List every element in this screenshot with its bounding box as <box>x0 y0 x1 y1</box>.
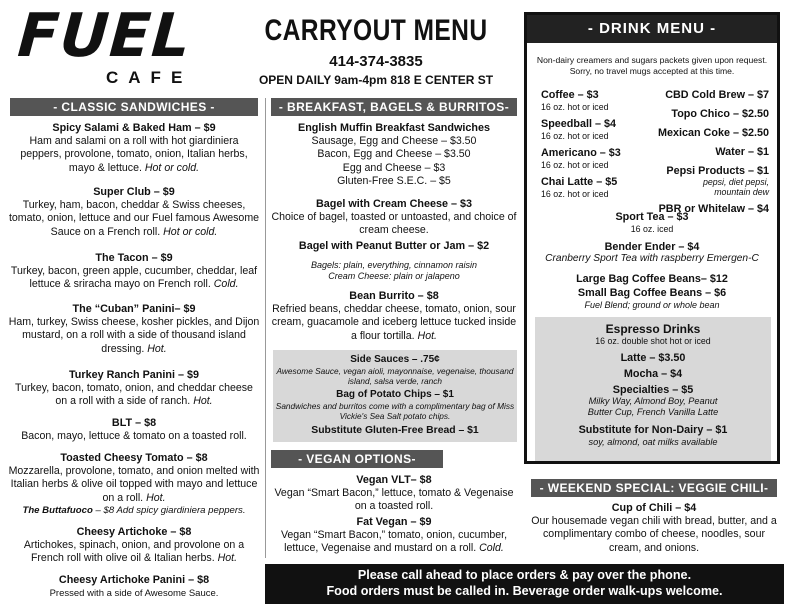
menu-item <box>8 574 260 600</box>
drink-name: Mocha – $4 <box>623 368 683 380</box>
drink-intro: Non-dairy creamers and sugars packets given upon request. Sorry, no travel mugs accepted at this time. <box>536 55 768 76</box>
item-title: Super Club – $9 <box>93 186 175 198</box>
item-title: The “Cuban” Panini– $9 <box>72 303 196 315</box>
item-title: Cheesy Artichoke Panini – $8 <box>58 574 210 586</box>
muffin-line: Gluten-Free S.E.C. – $5 <box>337 174 451 187</box>
breakfast-list <box>271 122 517 343</box>
drink-item <box>637 127 769 146</box>
weekend-special-heading: - WEEKEND SPECIAL: VEGGIE CHILI- <box>531 479 777 497</box>
menu-item <box>8 252 260 303</box>
drink-size: 16 oz. hot or iced <box>541 189 609 199</box>
page-title: CARRYOUT MENU <box>264 14 488 47</box>
sides-title: Side Sauces – .75¢ <box>350 354 440 365</box>
buttafuoco-addon <box>8 504 260 526</box>
classic-sandwiches-heading: - CLASSIC SANDWICHES - <box>10 98 258 116</box>
item-desc: Vegan “Smart Bacon,” lettuce, tomato & Vegenaise on a toasted roll. <box>274 487 514 513</box>
drink-desc: soy, almond, oat milks available <box>588 437 718 447</box>
item-title: Toasted Cheesy Tomato – $8 <box>60 452 208 464</box>
menu-item <box>8 417 260 452</box>
drink-item <box>637 89 769 108</box>
drink-menu-box <box>524 12 780 464</box>
drink-desc: Fuel Blend; ground or whole bean <box>584 300 720 310</box>
breakfast-heading: - BREAKFAST, BAGELS & BURRITOS- <box>271 98 517 116</box>
muffin-line: Egg and Cheese – $3 <box>342 161 446 174</box>
sport-tea <box>527 211 777 223</box>
drink-center-list <box>527 211 777 311</box>
hours-address: OPEN DAILY 9am-4pm 818 E CENTER ST <box>258 73 494 87</box>
espresso-size: 16 oz. double shot hot or iced <box>595 336 711 346</box>
item-desc: Choice of bagel, toasted or untoasted, and choice of cream cheese. <box>271 211 517 237</box>
menu-item <box>8 526 260 574</box>
drink-item <box>541 89 651 118</box>
drink-desc: Milky Way, Almond Boy, Peanut Butter Cup, French Vanilla Latte <box>587 396 719 417</box>
item-title: Spicy Salami & Baked Ham – $9 <box>52 122 216 134</box>
drink-item <box>637 108 769 127</box>
drink-item <box>541 118 651 147</box>
drink-size: 16 oz. hot or iced <box>541 131 609 141</box>
item-note: Hot or cold. <box>144 161 200 174</box>
drink-name: Topo Chico – $2.50 <box>671 108 769 120</box>
item-note: Cold. <box>479 542 504 555</box>
chips-desc: Sandwiches and burritos come with a complimentary bag of Miss Vickie's Sea Salt potato chips. <box>275 401 515 422</box>
drink-name: Chai Latte – $5 <box>541 176 618 188</box>
item-title: The Tacon – $9 <box>95 252 173 264</box>
drink-menu-heading: - DRINK MENU - <box>527 15 777 43</box>
drink-name: Substitute for Non-Dairy – $1 <box>578 424 728 436</box>
drink-name: Mexican Coke – $2.50 <box>657 127 769 139</box>
addon-title: The Buttafuoco <box>22 505 93 516</box>
footer-line: Food orders must be called in. Beverage order walk-ups welcome. <box>326 584 723 598</box>
item-desc: Mozzarella, provolone, tomato, and onion melted with Italian herbs & olive oil topped with mayo and lettuce on a roll. <box>8 465 260 504</box>
item-title: BLT – $8 <box>111 417 157 429</box>
drink-name: Speedball – $4 <box>541 118 617 130</box>
vegan-heading: - VEGAN OPTIONS- <box>271 450 443 468</box>
vegan-list <box>271 474 517 556</box>
item-title: Cup of Chili – $4 <box>611 502 697 514</box>
item-desc: Ham and salami on a roll with hot giardiniera peppers, provolone, tomato, onion, Italian herbs, mayo & lettuce. <box>20 135 248 174</box>
item-title: Fat Vegan – $9 <box>356 516 432 528</box>
item-note: Hot. <box>147 342 167 355</box>
bagels-note: Bagels: plain, everything, cinnamon raisin <box>310 260 478 270</box>
menu-item <box>271 240 517 260</box>
espresso-box <box>535 317 771 461</box>
cream-note: Cream Cheese: plain or jalapeno <box>328 271 460 281</box>
phone-number: 414-374-3835 <box>329 53 423 70</box>
item-desc: Turkey, bacon, tomato, onion, and cheddar cheese on a roll with a side of ranch. <box>15 382 253 408</box>
chips-title: Bag of Potato Chips – $1 <box>336 389 454 401</box>
item-desc: Turkey, ham, bacon, cheddar & Swiss cheeses, tomato, onion, lettuce and our Fuel famous Awesome Sauce on a French roll. <box>8 199 260 238</box>
drink-name: Bender Ender – $4 <box>604 241 700 253</box>
sides-box <box>273 350 517 442</box>
item-note: Hot. <box>146 491 166 504</box>
drinks-right-list <box>637 89 769 222</box>
bagel-notes <box>271 260 517 290</box>
item-note: Hot. <box>217 552 238 565</box>
menu-item <box>271 474 517 516</box>
item-title: Bean Burrito – $8 <box>349 290 439 302</box>
menu-item <box>271 198 517 240</box>
item-desc: Bacon, mayo, lettuce & tomato on a toasted roll. <box>21 430 247 443</box>
menu-item <box>8 369 260 417</box>
item-desc: Ham, turkey, Swiss cheese, kosher pickles, and Dijon mustard, on a roll with a side of thousand island dressing. <box>8 316 260 355</box>
item-desc: Artichokes, spinach, onion, and provolone on a French roll with olive oil & Italian herbs. <box>23 539 245 565</box>
item-title: Cheesy Artichoke – $8 <box>76 526 192 538</box>
drink-name: Specialties – $5 <box>612 384 694 396</box>
item-note: Hot or cold. <box>163 225 218 238</box>
classic-sandwiches-list <box>8 122 260 600</box>
menu-item <box>271 290 517 343</box>
item-note: Hot. <box>417 329 437 342</box>
menu-item <box>8 303 260 369</box>
order-notice-footer <box>265 564 784 604</box>
menu-item <box>271 516 517 556</box>
item-desc: Our housemade vegan chili with bread, butter, and a complimentary combo of cheese, noodles, sour cream, and onions. <box>531 515 777 554</box>
drink-name: Small Bag Coffee Beans – $6 <box>577 287 727 299</box>
drink-size: 16 oz. hot or iced <box>541 160 609 170</box>
muffin-sandwiches <box>271 122 517 198</box>
muffin-line: Bacon, Egg and Cheese – $3.50 <box>317 148 471 161</box>
drink-item <box>637 146 769 165</box>
logo-main-text: FUEL <box>15 1 194 71</box>
gf-bread: Substitute Gluten-Free Bread – $1 <box>311 425 479 437</box>
fuel-cafe-logo <box>15 1 233 88</box>
drink-name: Large Bag Coffee Beans– $12 <box>576 273 728 285</box>
sides-desc: Awesome Sauce, vegan aioli, mayonnaise, vegenaise, thousand island, salsa verde, ranch <box>276 366 514 387</box>
espresso-title: Espresso Drinks <box>605 322 701 336</box>
addon-desc: – $8 Add spicy giardiniera peppers. <box>92 505 246 516</box>
drink-item <box>541 176 651 205</box>
drink-desc: Cranberry Sport Tea with raspberry Emergen-C <box>545 253 759 264</box>
drinks-left-list <box>541 89 651 205</box>
drink-size: 16 oz. hot or iced <box>541 102 609 112</box>
drink-name: PBR or Whitelaw – $4 <box>658 203 769 215</box>
item-title: Bagel with Peanut Butter or Jam – $2 <box>298 240 490 252</box>
menu-item <box>8 122 260 180</box>
drink-name: Americano – $3 <box>541 147 621 159</box>
column-divider <box>265 98 266 558</box>
drink-name: Latte – $3.50 <box>620 352 686 364</box>
item-note: Cold. <box>213 278 239 291</box>
item-title: Bagel with Cream Cheese – $3 <box>315 198 473 210</box>
weekend-special-item <box>526 502 782 555</box>
item-desc: Turkey, bacon, green apple, cucumber, cheddar, leaf lettuce & sriracha mayo on French roll. <box>10 265 258 291</box>
drink-item <box>541 147 651 176</box>
drink-sub: pepsi, diet pepsi, mountain dew <box>702 177 769 197</box>
logo-sub-text: CAFE <box>106 68 193 87</box>
footer-line: Please call ahead to place orders & pay over the phone. <box>357 568 692 582</box>
item-note: Hot. <box>193 395 213 408</box>
drink-name: Water – $1 <box>715 146 769 158</box>
drink-name: Pepsi Products – $1 <box>666 165 769 177</box>
drink-name: Coffee – $3 <box>541 89 599 101</box>
item-title: Vegan VLT– $8 <box>356 474 432 486</box>
item-title: English Muffin Breakfast Sandwiches <box>298 122 490 134</box>
menu-item <box>8 180 260 252</box>
item-desc: Vegan “Smart Bacon,” tomato, onion, cucumber, lettuce, Vegenaise and mustard on a roll. <box>280 529 508 555</box>
drink-size: 16 oz. iced <box>630 224 674 234</box>
drink-name: Sport Tea – $3 <box>615 211 689 223</box>
muffin-line: Sausage, Egg and Cheese – $3.50 <box>311 135 477 148</box>
drink-item <box>637 165 769 203</box>
drink-name: CBD Cold Brew – $7 <box>665 89 769 101</box>
item-title: Turkey Ranch Panini – $9 <box>68 369 199 381</box>
item-desc: Pressed with a side of Awesome Sauce. <box>49 588 219 600</box>
menu-item <box>8 452 260 504</box>
item-desc: Refried beans, cheddar cheese, tomato, onion, sour cream, guacamole and iceberg lettuce tucked inside a flour tortilla. <box>271 303 517 342</box>
